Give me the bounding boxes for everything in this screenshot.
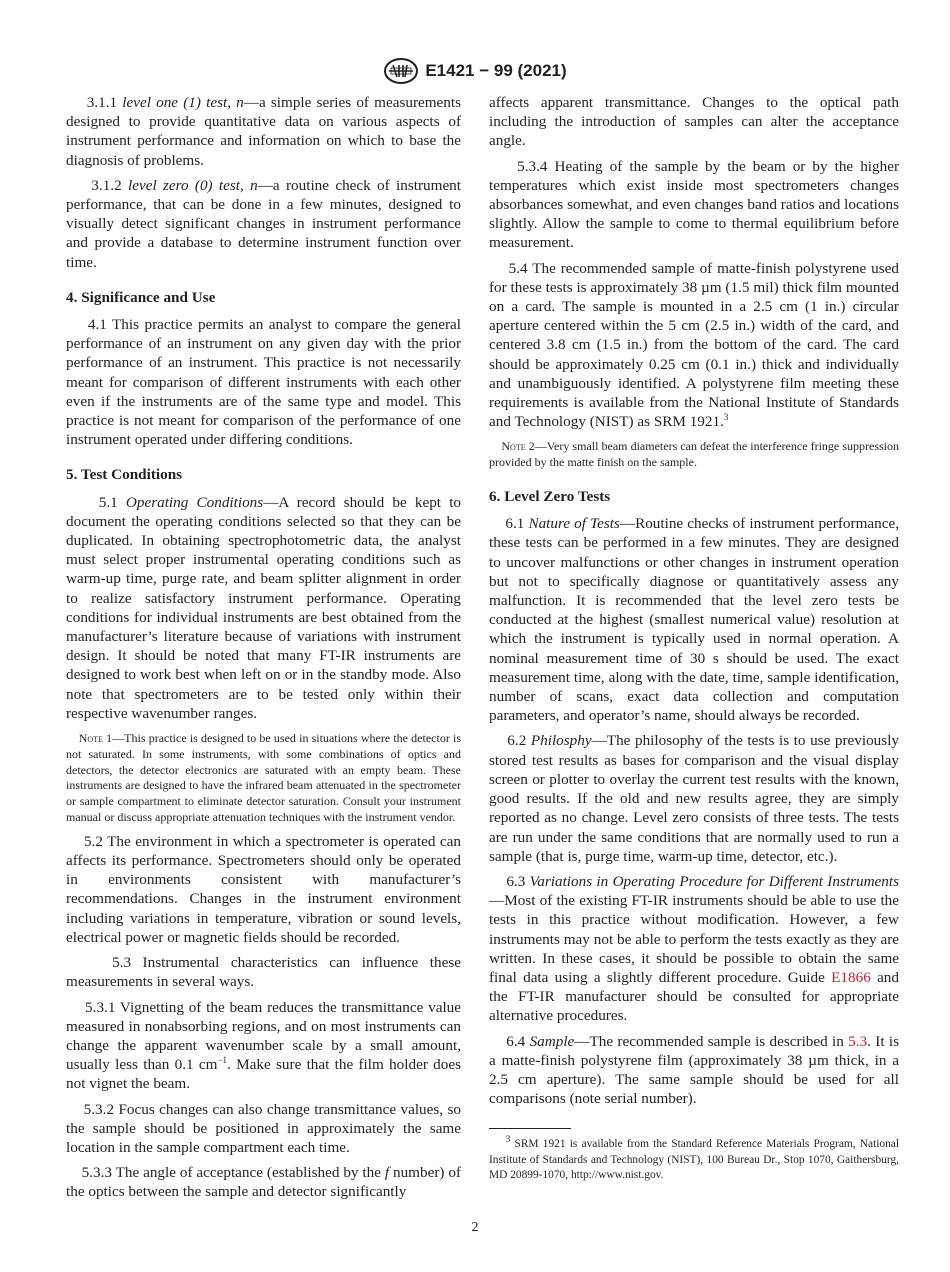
right-column — [489, 93, 899, 1184]
paragraph-6-2: 6.2 Philosphy—The philosophy of the tests is to use previously stored test results as bases for comparison and the visual display screen or plotter to overlay the current test results with the known, good results. If the old and new results agree, they are simply reported as no change. Level zero consists of three tests. The tests are run under the same conditions that are normally used to run a sample (that is, purge time, warm-up time, detector, etc.). — [489, 732, 900, 865]
paragraph-5-3-1: 5.3.1 Vignetting of the beam reduces the transmittance value measured in nonabsorbing regions, and on most instruments can change the apparent wavenumber scale by a small amount, usually less than 0.1 $cm^{-1}$. Make sure that the film holder does not vignet the beam. — [66, 998, 461, 1093]
footnote-3: $^3$ SRM 1921 is available from the Standard Reference Materials Program, National Institute of Standards and Technology (NIST), 100 Bureau Dr., Stop 1070, Gaithersburg, MD 20899-1070, http://www.nist.gov. — [489, 1134, 900, 1182]
paragraph-5-3-4: 5.3.4 Heating of the sample by the beam or by the higher temperatures which exist inside most spectrometers changes absorbances somewhat, and even changes band ratios and locations slightly. Allow the sample to come to thermal equilibrium before measurement. — [489, 157, 900, 252]
paragraph-4-1: 4.1 This practice permits an analyst to compare the general performance of an instrument on any given day with the prior performance of an instrument. This practice is not necessarily meant for comparison of different instruments with each other even if the instruments are of the same type and model. This practice is not meant for comparison of the performance of one instrument operated under differing conditions. — [66, 316, 461, 449]
paragraph-3-1-1: 3.1.1 level one (1) test, n—a simple series of measurements designed to provide quantitative data on various aspects of instrument performance and information on which to base the diagnosis of problems. — [66, 94, 462, 169]
footnote-divider — [489, 1128, 571, 1129]
section-heading-5: 5. Test Conditions — [66, 466, 183, 484]
paragraph-6-1: 6.1 Nature of Tests—Routine checks of instrument performance, these tests can be performed in a few minutes. They are designed to uncover malfunctions or other changes in instrument operation but not to specifically diagnose or quantitatively assess any malfunction. It is recommended that the level zero tests be conducted at the highest (smallest numerical value) resolution at which the instrument is typically used in normal operation. A nominal measurement time of 30 s should be used. The exact measurement time, along with the date, time, sample identification, number of scans, exact data collection and computation parameters, and operator’s name, should always be recorded. — [489, 515, 899, 725]
document-id: E1421 − 99 (2021) — [425, 61, 567, 80]
page-header — [0, 56, 950, 86]
paragraph-3-1-2: 3.1.2 level zero (0) test, n—a routine check of instrument performance, that can be done in a few minutes, designed to visually detect significant changes in instrument performance and provide a database to determine instrument function over time. — [66, 176, 461, 271]
link-e1866[interactable]: E1866 — [831, 968, 871, 986]
paragraph-5-3-2: 5.3.2 Focus changes can also change transmittance values, so the sample should be positioned in approximately the same location in the sample compartment each time. — [66, 1100, 461, 1156]
section-heading-4: 4. Significance and Use — [66, 288, 216, 306]
paragraph-5-2: 5.2 The environment in which a spectrometer is operated can affects its performance. Spectrometers should only be operated in environments consistent with manufacturer’s recommendations. Changes in the instrument environment including variations in temperature, vibration or sound levels, electrical power or magnetic fields should be recorded. — [66, 832, 462, 946]
paragraph-5-3-3-continued: affects apparent transmittance. Changes to the optical path including the introduction of samples can alter the acceptance angle. — [489, 94, 899, 150]
note-1: Note 1—This practice is designed to be used in situations where the detector is not saturated. In some instruments, with some combinations of optics and detectors, the detector electronics are saturated with an empty beam. These instruments are designed to have the infrared beam attenuated in the spectrometer or sample compartment to eliminate detector saturation. Consult your instrument manual or discuss appropriate attenuation techniques with the instrument vendor. — [66, 731, 462, 825]
left-column — [66, 93, 461, 1208]
paragraph-6-3: 6.3 Variations in Operating Procedure for Different Instruments—Most of the existing FT-IR instruments should be able to use the tests in this practice without modification. However, a few instruments may not be able to perform the tests exactly as they are written. In these cases, it should be possible to obtain the same final data using a slightly different procedure. Guide E1866 and the FT-IR manufacturer should be consulted for appropriate alternative procedures. — [489, 872, 900, 1025]
link-section-5-3[interactable]: 5.3 — [848, 1032, 868, 1050]
paragraph-5-3-3: 5.3.3 The angle of acceptance (established by the f number) of the optics between the sample and detector significantly — [66, 1164, 461, 1201]
paragraph-5-3: 5.3 Instrumental characteristics can influence these measurements in several ways. — [66, 954, 462, 991]
paragraph-6-4: 6.4 Sample—The recommended sample is described in 5.3. It is a matte-finish polystyrene film (approximately 38 µm thick, in a 2.5 cm aperture). The same sample should be used for all comparisons (note serial number). — [489, 1032, 899, 1108]
paragraph-5-4: 5.4 The recommended sample of matte-finish polystyrene used for these tests is approximately 38 µm (1.5 mil) thick film mounted on a card. The sample is mounted in a 2.5 cm (1 in.) circular aperture centered within the 5 cm (2.5 in.) width of the card, and centered 3.8 cm (1.5 in.) from the bottom of the card. The card should be approximately 0.25 cm (0.1 in.) thick and individually and unambiguously identified. A polystyrene film meeting these requirements is available from the National Institute of Standards and Technology (NIST) as SRM 1921.$^3$ — [489, 259, 900, 431]
page-number: 2 — [471, 1220, 479, 1235]
paragraph-5-1: 5.1 Operating Conditions—A record should be kept to document the operating conditions selected so that they can be duplicated. In obtaining spectrophotometric data, the analyst must select proper instrumental operating conditions such as warm-up time, purge rate, and beam splitter alignment in order to realize satisfactory instrument performance. Operating conditions for individual instruments are best obtained from the manufacturer’s literature because of variations with instrument design. It should be noted that many FT-IR instruments are designed to work best when left on or in the standby mode. Also note that spectrometers are to be tested only within their respective wavenumber ranges. — [66, 493, 462, 722]
section-heading-6: 6. Level Zero Tests — [489, 488, 611, 506]
note-2: Note 2—Very small beam diameters can defeat the interference fringe suppression provided by the matte finish on the sample. — [489, 439, 900, 470]
astm-logo-icon — [383, 57, 419, 85]
